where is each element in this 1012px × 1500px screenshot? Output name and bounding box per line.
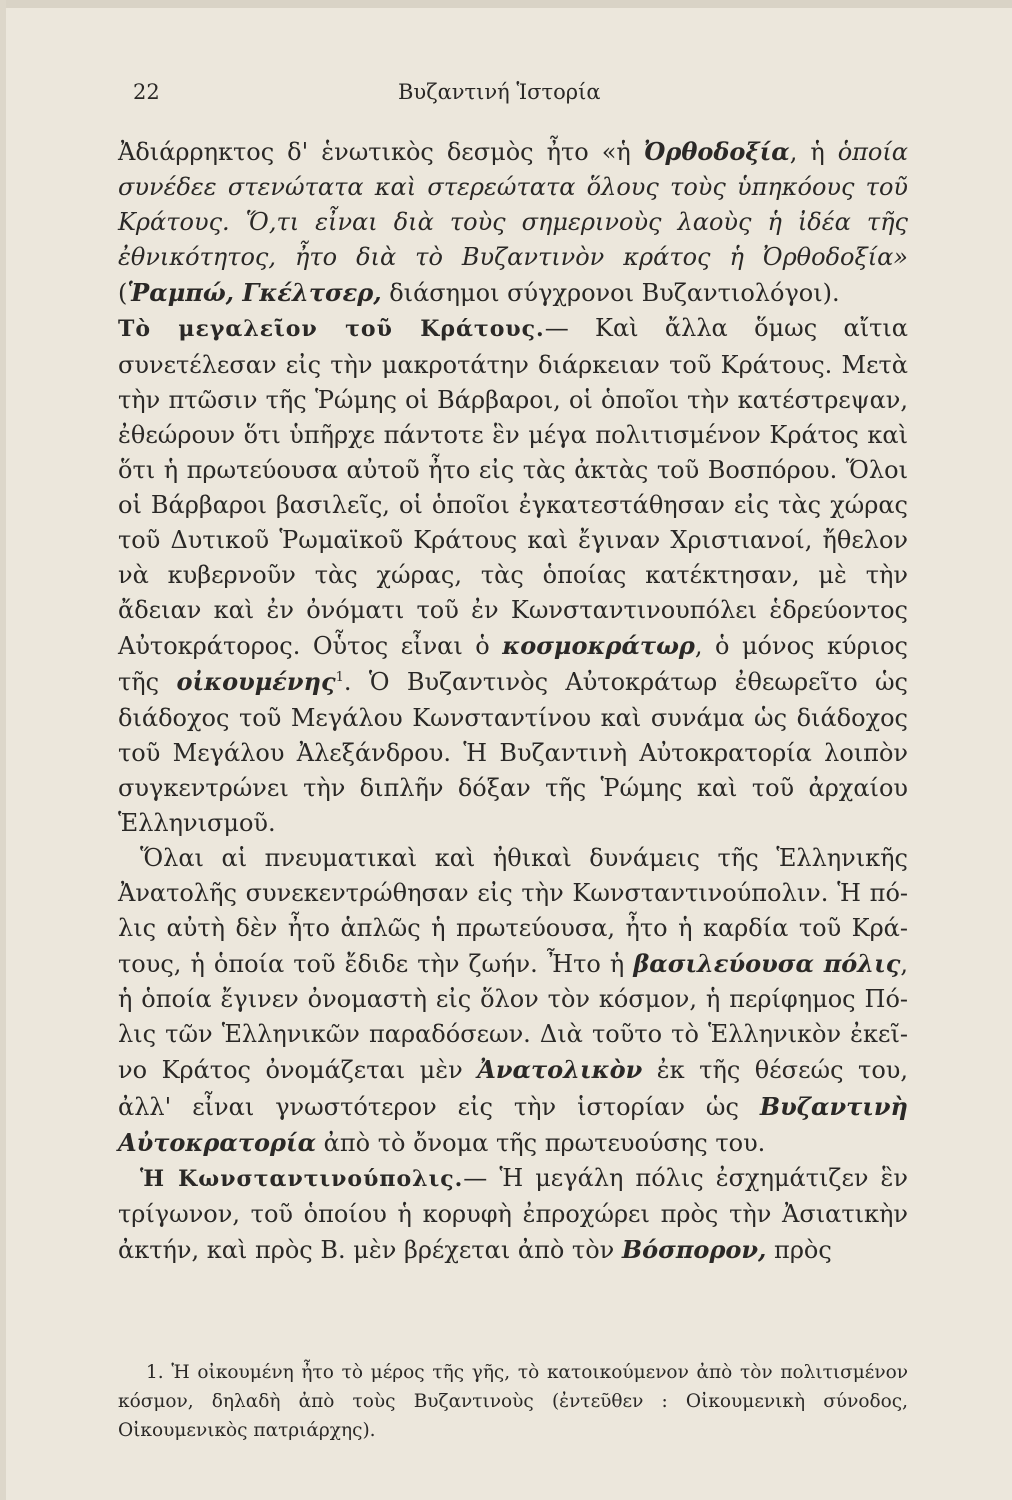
text-run: , ἡ <box>789 138 838 166</box>
text-run: . Ὁ Βυζαντινὸς Αὐτοκράτωρ ἐθεωρεῖτο ὡς διάδοχος τοῦ Μεγάλου Κωνσταντίνου καὶ συνάμα ὡς διάδοχος τοῦ Μεγάλου Ἀλεξάνδρου. Ἡ Βυζαντινὴ Αὐτοκρατορία λοιπὸν συγκεντρώνει τὴν διπλῆν δόξαν τῆς Ῥώμης καὶ τοῦ ἀρχαίου Ἑλληνισμοῦ. <box>118 668 908 837</box>
page-number: 22 <box>133 80 160 104</box>
text-run: διάσημοι σύγχρονοι Βυζαντιολόγοι). <box>381 279 840 308</box>
footnote-reference: 1 <box>335 670 344 686</box>
emphasis: Ῥαμπώ, Γκέλτσερ, <box>127 278 382 308</box>
text-run: , ἡ ὁποία ἔγινεν ὀνομαστὴ εἰς ὅλον τὸν κόσμον, ἡ περίφημος Πόλις τῶν Ἑλληνικῶν παραδόσεων. Διὰ τοῦτο τὸ Ἑλληνικὸν ἐκεῖνο Κράτος ὀνομάζεται μὲν <box>118 950 909 1085</box>
text-run: ( <box>118 279 128 308</box>
paragraph-1 <box>118 134 908 311</box>
emphasis: Ὀρθοδοξία <box>643 137 790 166</box>
footnote-1: 1. Ἡ οἰκουμένη ἦτο τὸ μέρος τῆς γῆς, τὸ κατοικούμενον ἀπὸ τὸν πολιτισμένον κόσμον, δηλαδὴ ἀπὸ τοὺς Βυζαντινοὺς (ἐντεῦθεν : Οἰκουμενικὴ σύνοδος, Οἰκουμενικὸς πατριάρχης). <box>118 1362 908 1441</box>
emphasis: Ἀνατολικὸν <box>477 1055 643 1085</box>
section-heading: Ἡ Κωνσταντινούπολις. <box>140 1165 464 1192</box>
emphasis: οἰκουμένης <box>176 667 336 697</box>
paragraph-2 <box>118 311 908 840</box>
running-title: Βυζαντινή Ἱστορία <box>398 80 601 104</box>
emphasis: βασιλεύουσα πόλις <box>633 949 901 979</box>
text-run: , ὁ μόνος κύριος τῆς <box>118 632 908 697</box>
italic-quote: ὁποία συνέδεε στενώτατα καὶ στερεώτατα ὅλους τοὺς ὑπηκόους τοῦ Κράτους. Ὅ,τι εἶναι διὰ τοὺς σημερινοὺς λαοὺς ἡ ἰδέα τῆς ἐθνικότητος, ἦτο διὰ τὸ Βυζαντινὸν κράτος ἡ Ὀρθοδοξία» <box>118 138 908 272</box>
paragraph-4 <box>118 1161 908 1268</box>
text-run: Ἀδιάρρηκτος δ' ἑνωτικὸς δεσμὸς ἦτο «ἡ <box>118 138 644 166</box>
emphasis: Βυζαντινὴ Αὐτοκρατορία <box>118 1091 908 1157</box>
paragraph-3 <box>118 841 908 1161</box>
text-run: ἐκ τῆς θέσεώς του, ἀλλ' εἶναι γνωστότερον εἰς τὴν ἱστορίαν ὡς <box>118 1056 908 1121</box>
section-heading: Τὸ μεγαλεῖον τοῦ Κράτους. <box>118 316 545 343</box>
text-run: — Καὶ ἄλλα ὅμως αἴτια συνετέλεσαν εἰς τὴν μακροτάτην διάρκειαν τοῦ Κράτους. Μετὰ τὴν πτῶσιν τῆς Ῥώμης οἱ Βάρβαροι, οἱ ὁποῖοι τὴν κατέστρεψαν, ἐθεώρουν ὅτι ὑπῆρχε πάντοτε ἓν μέγα πολιτισμένον Κράτος καὶ ὅτι ἡ πρωτεύουσα αὐτοῦ ἦτο εἰς τὰς ἀκτὰς τοῦ Βοσπόρου. Ὅλοι οἱ Βάρβαροι βασιλεῖς, οἱ ὁποῖοι ἐγκατεστάθησαν εἰς τὰς χώρας τοῦ Δυτικοῦ Ῥωμαϊκοῦ Κράτους καὶ ἔγιναν Χριστιανοί, ἤθελον νὰ κυβερνοῦν τὰς χώρας, τὰς ὁποίας κατέκτησαν, μὲ τὴν ἄδειαν καὶ ἐν ὀνόματι τοῦ ἐν Κωνσταντινουπόλει ἑδρεύοντος Αὐτοκράτορος. Οὗτος εἶναι ὁ <box>118 314 908 661</box>
text-run: ἀπὸ τὸ ὄνομα τῆς πρωτευούσης του. <box>316 1128 766 1157</box>
text-run: Ὅλαι αἱ πνευματικαὶ καὶ ἠθικαὶ δυνάμεις τῆς Ἑλληνικῆς Ἀνατολῆς συνεκεντρώθησαν εἰς τὴν Κωνσταντινούπολιν. Ἡ πόλις αὐτὴ δὲν ἦτο ἁπλῶς ἡ πρωτεύουσα, ἦτο ἡ καρδία τοῦ Κράτους, ἡ ὁποία τοῦ ἔδιδε τὴν ζωήν. Ἦτο ἡ <box>118 843 908 979</box>
body-text <box>118 134 908 1268</box>
emphasis: Βόσπορον, <box>621 1234 767 1264</box>
text-run: — Ἡ μεγάλη πόλις ἐσχημάτιζεν ἓν τρίγωνον, τοῦ ὁποίου ἡ κορυφὴ ἐπροχώρει πρὸς τὴν Ἀσιατικὴν ἀκτήν, καὶ πρὸς Β. μὲν βρέχεται ἀπὸ τὸν <box>118 1163 908 1264</box>
page-header <box>0 80 1012 110</box>
emphasis: κοσμοκράτωρ <box>502 631 695 661</box>
footnotes <box>118 1358 908 1445</box>
text-run: πρὸς <box>766 1235 832 1264</box>
